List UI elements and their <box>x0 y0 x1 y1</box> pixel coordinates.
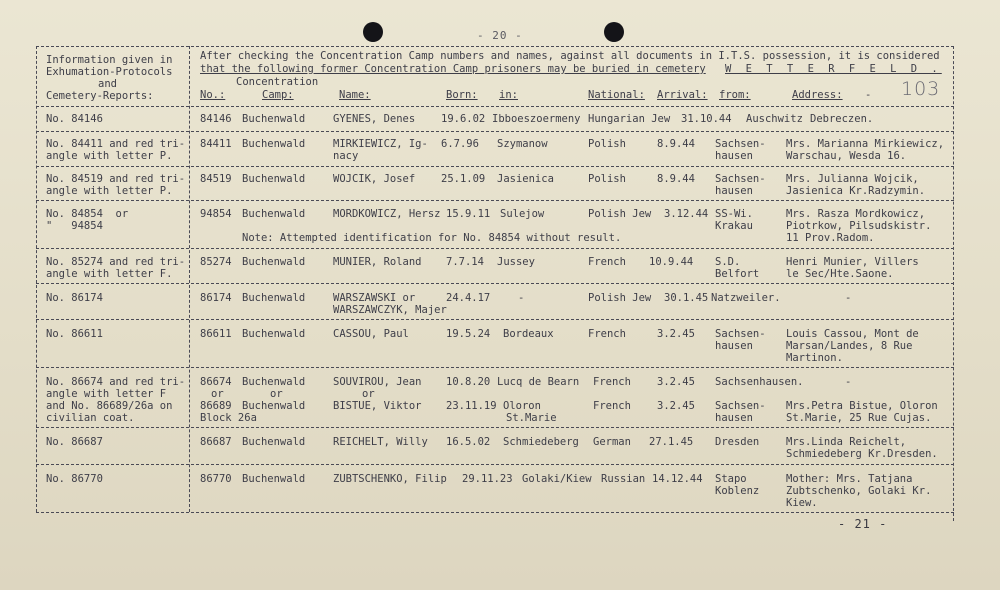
row-divider <box>36 248 954 249</box>
cell-from: S.D. <box>715 256 741 268</box>
cell-camp: or <box>270 388 283 400</box>
row-info: angle with letter F <box>46 388 167 400</box>
cell-born: 15.9.11 <box>446 208 491 220</box>
cell-national: French <box>593 400 631 412</box>
row-info: and No. 86689/26a on <box>46 400 173 412</box>
row-divider <box>36 131 954 132</box>
row-divider <box>36 166 954 167</box>
row-info: No. 84519 and red tri- <box>46 173 186 185</box>
cell-address: Warschau, Wesda 16. <box>786 150 907 162</box>
col-no: No.: <box>200 89 226 101</box>
row-info: angle with letter P. <box>46 185 173 197</box>
cell-from: Natzweiler. <box>711 292 781 304</box>
table-border-left <box>36 46 37 512</box>
row-info: No. 86174 <box>46 292 103 304</box>
col-born: Born: <box>446 89 478 101</box>
page-number-top: - 20 - <box>477 29 523 42</box>
cell-from: Belfort <box>715 268 760 280</box>
cell-from: Sachsenhausen. <box>715 376 804 388</box>
cell-from: hausen <box>715 412 753 424</box>
row-divider <box>36 283 954 284</box>
cell-in: Jussey <box>497 256 535 268</box>
cell-born: 25.1.09 <box>441 173 486 185</box>
cell-national: German <box>593 436 631 448</box>
cell-national: Polish Jew <box>588 292 652 304</box>
row-info: No. 86611 <box>46 328 103 340</box>
cell-born: 7.7.14 <box>446 256 484 268</box>
column-divider <box>189 46 190 512</box>
row-divider <box>36 319 954 320</box>
cell-camp: Buchenwald <box>242 436 306 448</box>
cell-from: hausen <box>715 185 753 197</box>
col-address: Address: <box>792 89 843 101</box>
cell-name: or <box>362 388 375 400</box>
cell-from: hausen <box>715 340 753 352</box>
cell-name: SOUVIROU, Jean <box>333 376 422 388</box>
cell-name: WOJCIK, Josef <box>333 173 416 185</box>
col-arrival: Arrival: <box>657 89 708 101</box>
table-border-right <box>953 46 954 521</box>
table-border-bottom <box>36 512 954 513</box>
cell-in: Schmiedeberg <box>503 436 579 448</box>
cell-address: Mother: Mrs. Tatjana <box>786 473 913 485</box>
header-info-line-1: Information given in <box>46 54 173 66</box>
cell-address: Schmiedeberg Kr.Dresden. <box>786 448 938 460</box>
cell-from: Sachsen- <box>715 138 766 150</box>
cell-in: Bordeaux <box>503 328 554 340</box>
row-divider <box>36 200 954 201</box>
cell-name: MUNIER, Roland <box>333 256 422 268</box>
row-info: No. 84146 <box>46 113 103 125</box>
cell-from: Stapo <box>715 473 747 485</box>
cell-camp: Buchenwald <box>242 173 306 185</box>
cell-no: 84146 <box>200 113 232 125</box>
cell-no: 86770 <box>200 473 232 485</box>
cell-national: French <box>588 328 626 340</box>
cell-no: or <box>211 388 224 400</box>
cell-arrival: 3.2.45 <box>657 400 695 412</box>
header-statement-line-2: that the following former Concentration Camp prisoners may be buried in cemetery <box>200 63 706 75</box>
cell-address: Mrs.Petra Bistue, Oloron <box>786 400 938 412</box>
cell-arrival: 10.9.44 <box>649 256 694 268</box>
cell-from: Koblenz <box>715 485 760 497</box>
cell-arrival: 27.1.45 <box>649 436 694 448</box>
cell-address: Marsan/Landes, 8 Rue <box>786 340 913 352</box>
cell-no: Block 26a <box>200 412 257 424</box>
punch-hole-right <box>604 22 624 42</box>
row-divider <box>36 464 954 465</box>
cell-national: French <box>593 376 631 388</box>
cell-name: MORDKOWICZ, Hersz <box>333 208 441 220</box>
cell-in: Jasienica <box>497 173 554 185</box>
cell-no: 86174 <box>200 292 232 304</box>
cell-address: - <box>845 292 852 304</box>
cell-in: St.Marie <box>506 412 557 424</box>
cell-born: 24.4.17 <box>446 292 491 304</box>
cell-no: 85274 <box>200 256 232 268</box>
cell-address: Mrs. Julianna Wojcik, <box>786 173 919 185</box>
table-border-header <box>36 106 954 107</box>
col-address-dash: - <box>865 89 872 101</box>
row-info: angle with letter F. <box>46 268 173 280</box>
cell-camp: Buchenwald <box>242 400 306 412</box>
page-number-bottom: - 21 - <box>838 517 888 531</box>
cell-name: GYENES, Denes <box>333 113 416 125</box>
cell-in: Lucq de Bearn <box>497 376 580 388</box>
row-info: No. 84854 or <box>46 208 129 220</box>
identification-note: Note: Attempted identification for No. 84854 without result. <box>242 232 622 244</box>
cell-address: Mrs. Rasza Mordkowicz, <box>786 208 926 220</box>
cell-address: Mrs.Linda Reichelt, <box>786 436 907 448</box>
cell-camp: Buchenwald <box>242 473 306 485</box>
cell-camp: Buchenwald <box>242 328 306 340</box>
cell-camp: Buchenwald <box>242 292 306 304</box>
cell-address: le Sec/Hte.Saone. <box>786 268 894 280</box>
cell-national: French <box>588 256 626 268</box>
cell-from: Krakau <box>715 220 753 232</box>
cell-address: Martinon. <box>786 352 843 364</box>
col-camp: Camp: <box>262 89 294 101</box>
cell-no: 94854 <box>200 208 232 220</box>
cell-name: MIRKIEWICZ, Ig- <box>333 138 428 150</box>
cell-arrival: 31.10.44 <box>681 113 732 125</box>
cell-name: WARSZAWSKI or <box>333 292 416 304</box>
cell-no: 86689 <box>200 400 232 412</box>
col-name: Name: <box>339 89 371 101</box>
cell-no: 86674 <box>200 376 232 388</box>
cell-arrival: 14.12.44 <box>652 473 703 485</box>
cell-name: REICHELT, Willy <box>333 436 428 448</box>
cell-address: - <box>845 376 852 388</box>
cell-no: 86687 <box>200 436 232 448</box>
cell-from: Sachsen- <box>715 328 766 340</box>
row-info: No. 86770 <box>46 473 103 485</box>
cell-arrival: 8.9.44 <box>657 138 695 150</box>
cell-from: hausen <box>715 150 753 162</box>
cell-arrival: 3.2.45 <box>657 328 695 340</box>
cell-address: Debreczen. <box>810 113 874 125</box>
cell-in: Ibboeszoermeny <box>492 113 581 125</box>
punch-hole-left <box>363 22 383 42</box>
cell-national: Russian <box>601 473 646 485</box>
cell-address: Louis Cassou, Mont de <box>786 328 919 340</box>
cell-from: Auschwitz <box>746 113 803 125</box>
col-national: National: <box>588 89 645 101</box>
row-info: No. 84411 and red tri- <box>46 138 186 150</box>
header-info-line-4: Cemetery-Reports: <box>46 90 154 102</box>
cell-born: 6.7.96 <box>441 138 479 150</box>
cell-address: Zubtschenko, Golaki Kr. <box>786 485 932 497</box>
row-info: No. 86674 and red tri- <box>46 376 186 388</box>
cell-address: Kiew. <box>786 497 818 509</box>
cell-arrival: 3.2.45 <box>657 376 695 388</box>
cell-camp: Buchenwald <box>242 138 306 150</box>
cell-arrival: 3.12.44 <box>664 208 709 220</box>
cell-no: 84411 <box>200 138 232 150</box>
cell-address: Mrs. Marianna Mirkiewicz, <box>786 138 945 150</box>
cell-born: 29.11.23 <box>462 473 513 485</box>
cell-born: 10.8.20 <box>446 376 491 388</box>
cell-from: SS-Wi. <box>715 208 753 220</box>
cell-name: CASSOU, Paul <box>333 328 409 340</box>
cell-born: 19.6.02 <box>441 113 486 125</box>
cell-in: - <box>518 292 525 304</box>
cell-name: ZUBTSCHENKO, Filip <box>333 473 447 485</box>
cell-no: 84519 <box>200 173 232 185</box>
cell-name: WARSZAWCZYK, Majer <box>333 304 447 316</box>
cell-national: Polish <box>588 138 626 150</box>
cell-born: 19.5.24 <box>446 328 491 340</box>
row-info: civilian coat. <box>46 412 135 424</box>
cell-arrival: 8.9.44 <box>657 173 695 185</box>
cell-camp: Buchenwald <box>242 113 306 125</box>
cell-address: Henri Munier, Villers <box>786 256 919 268</box>
cell-address: 11 Prov.Radom. <box>786 232 875 244</box>
cell-camp: Buchenwald <box>242 376 306 388</box>
cell-camp: Buchenwald <box>242 256 306 268</box>
col-camp-top: Concentration <box>236 76 319 88</box>
col-from: from: <box>719 89 751 101</box>
cell-born: 16.5.02 <box>446 436 491 448</box>
cell-from: Sachsen- <box>715 173 766 185</box>
row-info: No. 85274 and red tri- <box>46 256 186 268</box>
row-divider <box>36 427 954 428</box>
cell-in: Szymanow <box>497 138 548 150</box>
header-info-line-2: Exhumation-Protocols <box>46 66 173 78</box>
cell-in: Sulejow <box>500 208 545 220</box>
cell-from: Sachsen- <box>715 400 766 412</box>
row-info: " 94854 <box>46 220 103 232</box>
cell-name: BISTUE, Viktor <box>333 400 422 412</box>
table-border-top <box>36 46 954 47</box>
row-info: No. 86687 <box>46 436 103 448</box>
cell-arrival: 30.1.45 <box>664 292 709 304</box>
cell-address: Piotrkow, Pilsudskistr. <box>786 220 932 232</box>
cell-no: 86611 <box>200 328 232 340</box>
col-in: in: <box>499 89 518 101</box>
cell-national: Hungarian Jew <box>588 113 671 125</box>
cell-born: 23.11.19 <box>446 400 497 412</box>
cell-name: nacy <box>333 150 359 162</box>
cell-national: Polish <box>588 173 626 185</box>
row-info: angle with letter P. <box>46 150 173 162</box>
cell-in: Golaki/Kiew <box>522 473 592 485</box>
cell-in: Oloron <box>503 400 541 412</box>
cell-address: St.Marie, 25 Rue Cujas. <box>786 412 932 424</box>
pencil-page-number: 103 <box>901 78 941 100</box>
cemetery-name: W E T T E R F E L D . <box>725 63 942 75</box>
cell-address: Jasienica Kr.Radzymin. <box>786 185 926 197</box>
cell-camp: Buchenwald <box>242 208 306 220</box>
header-statement-line-1: After checking the Concentration Camp numbers and names, against all documents in I.T.S. possession, it is considered <box>200 50 940 62</box>
cell-national: Polish Jew <box>588 208 652 220</box>
header-info-line-3: and <box>98 78 117 90</box>
row-divider <box>36 367 954 368</box>
cell-from: Dresden <box>715 436 760 448</box>
